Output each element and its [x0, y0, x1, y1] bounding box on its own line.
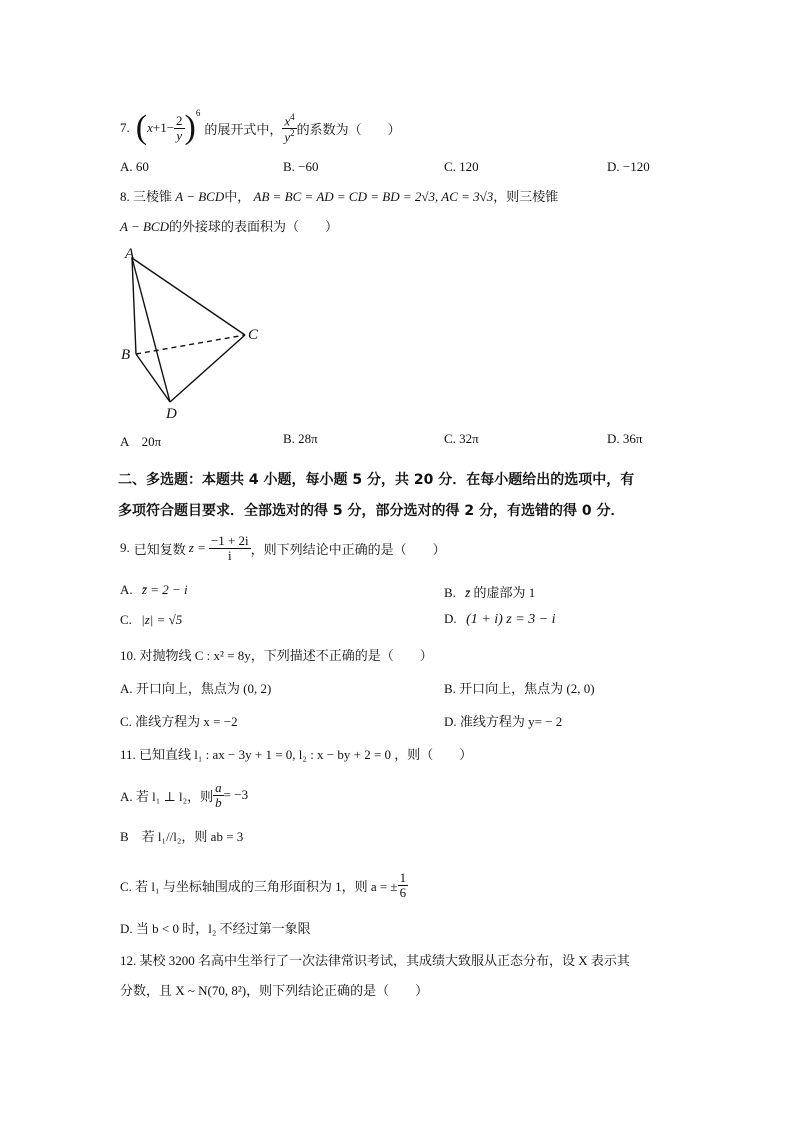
q7-stem	[120, 106, 401, 150]
q10-option-c: C. 准线方程为 x = −2	[120, 714, 238, 729]
q8-option-b: B. 28π	[283, 431, 318, 446]
q8-name1: A − BCD	[175, 189, 225, 204]
q8-line2	[120, 216, 338, 235]
q9-option-c-label: C.	[120, 612, 132, 627]
label-d: D	[166, 406, 177, 422]
q11-option-a-den: b	[215, 794, 222, 810]
q9-z-eq: z =	[188, 540, 206, 555]
q10-stem	[120, 645, 433, 664]
q12-number: 12.	[120, 953, 137, 968]
q12-line2: 分数，且 X ~ N(70, 8²)，则下列结论正确的是（ ）	[120, 983, 429, 998]
q7-term-num-exp: 4	[290, 111, 295, 122]
q9-option-a	[120, 582, 188, 598]
q11-option-c-fraction	[398, 871, 409, 899]
q7-option-d: D. −120	[607, 159, 650, 174]
q7-number: 7.	[120, 120, 130, 135]
q8-number: 8.	[120, 189, 130, 204]
q7-x: x	[147, 120, 153, 135]
q8-text-c: ，则三棱锥	[493, 189, 559, 204]
q9-option-b-var: z̄	[465, 585, 471, 600]
q8-option-d: D. 36π	[607, 431, 643, 446]
q9-fraction	[209, 534, 251, 562]
q10-option-b: B. 开口向上，焦点为 (2, 0)	[444, 681, 595, 696]
q7-option-b: B. −60	[283, 159, 319, 174]
q11-option-c-den: 6	[399, 884, 407, 900]
q11-option-b: B 若 l₁//l₂，则 ab = 3	[120, 829, 244, 844]
q11-option-a	[120, 774, 248, 816]
q8-line1	[120, 186, 558, 205]
edge-cd	[170, 335, 245, 402]
q8-conditions: AB = BC = AD = CD = BD = 2√3, AC = 3√3	[253, 189, 494, 204]
q9-frac-num: −1 + 2i	[210, 532, 249, 548]
q7-plus-one: +1−	[152, 120, 175, 135]
q11-option-c-num: 1	[399, 869, 407, 885]
q9-option-d	[444, 611, 556, 628]
q7-term	[282, 113, 296, 144]
q7-fraction	[174, 114, 185, 142]
q12-text1: 某校 3200 名高中生举行了一次法律常识考试，其成绩大致服从正态分布，设 X 表示其	[139, 953, 630, 968]
q7-text1: 的展开式中，	[204, 121, 283, 137]
q10-option-d: D. 准线方程为 y= − 2	[444, 714, 563, 729]
q10-option-a: A. 开口向上，焦点为 (0, 2)	[120, 681, 272, 696]
q7-term-den-exp: 2	[290, 127, 295, 138]
q8-text-b: 中，	[224, 189, 251, 204]
q7-option-a: A. 60	[120, 159, 149, 174]
q7-paren-close: )	[184, 109, 196, 146]
q11-option-d: D. 当 b < 0 时，l₂ 不经过第一象限	[120, 921, 311, 936]
q11-number: 11.	[120, 747, 136, 762]
q8-name2: A − BCD	[120, 219, 169, 234]
q8-text-d: 的外接球的表面积为（ ）	[168, 219, 338, 234]
q9-option-a-label: A.	[120, 582, 133, 597]
q7-option-c: C. 120	[444, 159, 479, 174]
q11-option-c-text: C. 若 l₁ 与坐标轴围成的三角形面积为 1，则 a = ±	[120, 878, 398, 894]
q9-option-d-expr: (1 + i) z = 3 − i	[466, 612, 556, 627]
q11-option-c	[120, 864, 408, 906]
q12-line1	[120, 950, 630, 969]
q7-frac-den: y	[176, 127, 183, 143]
q8-option-a: A 20π	[120, 434, 162, 449]
q11-option-a-num: a	[215, 779, 222, 795]
section2-line2: 多项符合题目要求．全部选对的得 5 分，部分选对的得 2 分，有选错的得 0 分．	[118, 503, 625, 519]
label-a: A	[125, 246, 135, 262]
q11-option-a-tail: = −3	[223, 787, 249, 802]
q9-option-b-text: 的虚部为 1	[473, 585, 536, 600]
q8-option-c: C. 32π	[444, 431, 479, 446]
q9-option-c-expr: |z| = √5	[141, 612, 183, 627]
q9-option-c	[120, 612, 182, 628]
q9-stem	[120, 528, 446, 568]
q9-frac-den: i	[227, 547, 232, 563]
q11-option-a-fraction	[213, 781, 224, 809]
q7-term-num: x	[284, 112, 291, 128]
q9-number: 9.	[120, 540, 130, 555]
section2-line1: 二、多选题：本题共 4 小题，每小题 5 分，共 20 分．在每小题给出的选项中，有	[118, 472, 635, 488]
edge-bd	[136, 354, 170, 402]
q9-option-a-expr: z̄ = 2 − i	[141, 582, 188, 597]
q10-text: 对抛物线 C : x² = 8y，下列描述不正确的是（ ）	[139, 648, 433, 663]
q9-text-a: 已知复数	[133, 541, 186, 557]
label-b: B	[121, 347, 131, 363]
q7-paren-open: (	[135, 109, 148, 146]
q7-power: 6	[195, 108, 201, 118]
q11-option-a-text: A. 若 l₁ ⊥ l₂，则	[120, 788, 214, 804]
q7-term-den: y	[284, 128, 291, 144]
q9-option-d-label: D.	[444, 611, 457, 626]
q9-text-b: ，则下列结论中正确的是（ ）	[250, 541, 446, 557]
q10-number: 10.	[120, 648, 137, 663]
q9-option-b	[444, 582, 535, 601]
q7-text2: 的系数为（ ）	[296, 121, 401, 137]
label-c: C	[248, 327, 259, 343]
q11-text: 已知直线 l₁ : ax − 3y + 1 = 0, l₂ : x − by + 2 = 0 ，则（ ）	[139, 747, 473, 762]
q7-frac-num: 2	[176, 112, 183, 128]
q9-option-b-label: B.	[444, 585, 456, 600]
tetrahedron-figure	[110, 242, 280, 427]
q11-stem	[120, 744, 472, 763]
q8-text-a: 三棱锥	[133, 189, 173, 204]
